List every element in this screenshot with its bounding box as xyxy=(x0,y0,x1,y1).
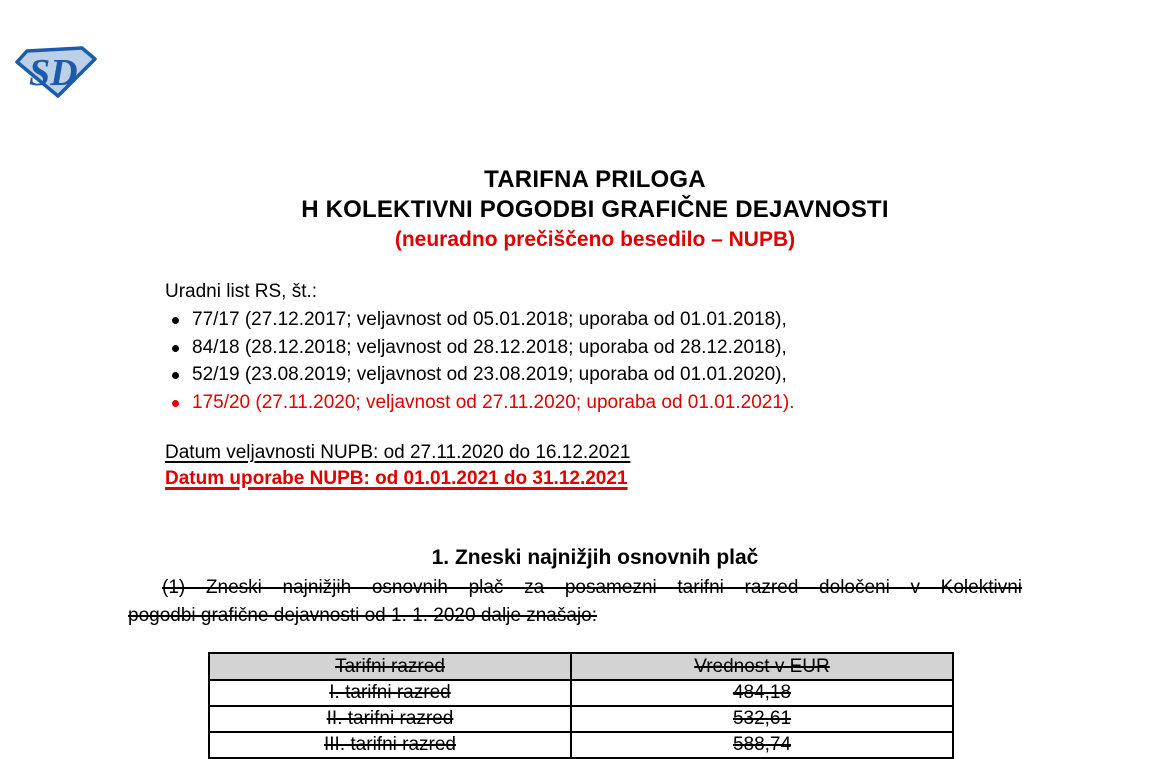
bullet-icon xyxy=(172,317,179,324)
section-1-heading: 1. Zneski najnižjih osnovnih plač xyxy=(431,546,759,569)
gazette-list xyxy=(170,306,1030,416)
gazette-item-text: 84/18 (28.12.2018; veljavnost od 28.12.2018; uporaba od 28.12.2018), xyxy=(192,336,787,358)
validity-line-1: Datum veljavnosti NUPB: od 27.11.2020 do 16.12.2021 xyxy=(165,442,631,463)
sd-logo-icon xyxy=(14,43,98,99)
paragraph-line-1: (1) Zneski najnižjih osnovnih plač za posamezni tarifni razred določeni v Kolektivni xyxy=(162,577,1022,598)
table-row xyxy=(209,706,953,732)
gazette-item xyxy=(170,334,1030,362)
table-header-cell: Tarifni razred xyxy=(209,653,571,680)
table-cell: 588,74 xyxy=(571,732,953,758)
table-cell: I. tarifni razred xyxy=(209,680,571,706)
gazette-item-text: 77/17 (27.12.2017; veljavnost od 05.01.2018; uporaba od 01.01.2018), xyxy=(192,309,787,330)
title-line-1: TARIFNA PRILOGA xyxy=(484,166,706,193)
table-header-row xyxy=(209,653,953,680)
gazette-item xyxy=(170,389,1030,417)
bullet-icon xyxy=(172,400,179,407)
table-row xyxy=(209,732,953,758)
gazette-item-text: 175/20 (27.11.2020; veljavnost od 27.11.2020; uporaba od 01.01.2021). xyxy=(192,391,795,413)
subtitle-nupb: (neuradno prečiščeno besedilo – NUPB) xyxy=(394,228,796,251)
bullet-icon xyxy=(172,372,179,379)
table-cell: II. tarifni razred xyxy=(209,706,571,732)
table-header-cell: Vrednost v EUR xyxy=(571,653,953,680)
gazette-item xyxy=(170,361,1030,389)
title-line-2: H KOLEKTIVNI POGODBI GRAFIČNE DEJAVNOSTI xyxy=(301,196,889,223)
section-1-paragraph xyxy=(128,574,1022,629)
table-cell: 484,18 xyxy=(571,680,953,706)
bullet-icon xyxy=(172,345,179,352)
title-block xyxy=(33,165,1157,255)
sd-logo-letters: SD xyxy=(29,52,78,94)
table-cell: 532,61 xyxy=(571,706,953,732)
table-cell: III. tarifni razred xyxy=(209,732,571,758)
paragraph-line-2: pogodbi grafične dejavnosti od 1. 1. 2020 dalje znašajo: xyxy=(128,604,598,626)
gazette-item-text: 52/19 (23.08.2019; veljavnost od 23.08.2019; uporaba od 01.01.2020), xyxy=(192,364,787,385)
gazette-item xyxy=(170,306,1030,334)
tariff-table xyxy=(208,652,954,759)
table-row xyxy=(209,680,953,706)
gazette-label: Uradni list RS, št.: xyxy=(165,281,318,302)
validity-line-2: Datum uporabe NUPB: od 01.01.2021 do 31.12.2021 xyxy=(165,467,628,489)
